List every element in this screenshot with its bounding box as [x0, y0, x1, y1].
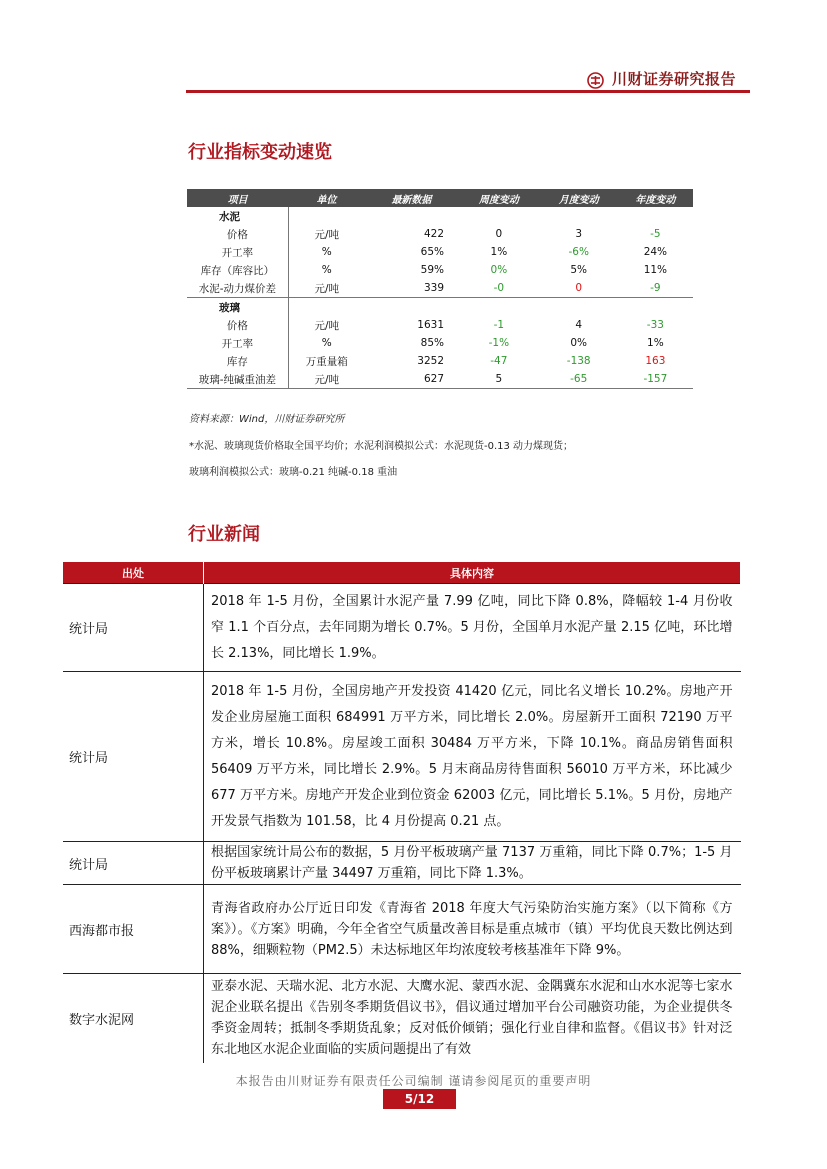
col-header: 项目: [187, 189, 288, 207]
monthly-cell: -6%: [568, 246, 589, 258]
weekly-cell: -0: [493, 282, 505, 294]
yearly-cell: -5: [650, 228, 661, 240]
source-note: 资料来源：Wind，川财证券研究所: [189, 414, 345, 425]
item-cell: 开工率: [187, 243, 288, 261]
col-header: 出处: [63, 562, 204, 584]
table-row: [63, 842, 741, 885]
group-label: 玻璃: [187, 298, 288, 317]
item-cell: 价格: [187, 316, 288, 334]
yearly-cell: -33: [646, 319, 664, 331]
table-row: [187, 352, 693, 370]
yearly-cell: 1%: [647, 337, 664, 349]
latest-cell: 65%: [420, 246, 445, 258]
unit-cell: %: [321, 337, 332, 349]
weekly-cell: -47: [490, 355, 508, 367]
table-row: [187, 316, 693, 334]
news-source: 数字水泥网: [63, 974, 204, 1063]
yearly-cell: 11%: [643, 264, 668, 276]
unit-cell: %: [321, 264, 332, 276]
formula-note: *水泥、玻璃现货价格取全国平均价；水泥利润模拟公式：水泥现货-0.13 动力煤现货；: [189, 441, 574, 452]
group-label: 水泥: [187, 207, 288, 225]
col-header: 月度变动: [540, 189, 618, 207]
news-source: 西海都市报: [63, 885, 204, 974]
weekly-cell: 5: [458, 370, 540, 389]
table-row: [187, 225, 693, 243]
monthly-cell: -65: [540, 370, 618, 389]
news-content: 2018 年 1-5 月份，全国累计水泥产量 7.99 亿吨，同比下降 0.8%，降幅较 1-4 月份收窄 1.1 个百分点，去年同期为增长 0.7%。5 月份，全国单月水泥产量 2.15 亿吨，环比增长 2.13%，同比增长 1.9%。: [204, 584, 741, 672]
table-row: [63, 672, 741, 842]
monthly-cell: -138: [566, 355, 591, 367]
item-cell: 玻璃-纯碱重油差: [187, 370, 288, 389]
unit-cell: 万重量箱: [305, 355, 348, 368]
latest-cell: 85%: [420, 337, 445, 349]
yearly-cell: 24%: [643, 246, 668, 258]
news-source: 统计局: [63, 584, 204, 672]
item-cell: 库存: [187, 352, 288, 370]
weekly-cell: -1: [493, 319, 505, 331]
yearly-cell: -9: [650, 282, 661, 294]
indicators-section-title: 行业指标变动速览: [188, 142, 332, 163]
table-row: [63, 885, 741, 974]
table-row: [187, 279, 693, 298]
monthly-cell: 5%: [570, 264, 588, 276]
footer-disclaimer: 本报告由川财证券有限责任公司编制 谨请参阅尾页的重要声明: [235, 1074, 592, 1088]
news-table: [63, 562, 741, 1063]
report-header-title: 川财证券研究报告: [612, 70, 737, 88]
yearly-cell: -157: [618, 370, 693, 389]
unit-cell: 元/吨: [314, 282, 340, 295]
table-row: [187, 334, 693, 352]
indicators-table: [187, 189, 693, 389]
news-content: 亚泰水泥、天瑞水泥、北方水泥、大鹰水泥、蒙西水泥、金隅冀东水泥和山水水泥等七家水泥企业联名提出《告别冬季期货倡议书》，倡议通过增加平台公司融资功能，为企业提供冬季资金周转；抵制冬季期货乱象；反对低价倾销；强化行业自律和监督。《倡议书》针对泛东北地区水泥企业面临的实质问题提出了有效: [204, 974, 741, 1063]
latest-cell: 422: [423, 228, 445, 240]
group-row-glass: [187, 298, 693, 317]
formula-note: 玻璃利润模拟公式：玻璃-0.21 纯碱-0.18 重油: [189, 467, 398, 478]
col-header: 单位: [288, 189, 365, 207]
weekly-cell: -1%: [488, 337, 510, 349]
weekly-cell: 1%: [490, 246, 508, 258]
news-source: 统计局: [63, 842, 204, 885]
table-row: [63, 584, 741, 672]
monthly-cell: 4: [575, 319, 583, 331]
latest-cell: 3252: [417, 355, 445, 367]
news-content: 根据国家统计局公布的数据，5 月份平板玻璃产量 7137 万重箱，同比下降 0.7%；1-5 月份平板玻璃累计产量 34497 万重箱，同比下降 1.3%。: [204, 842, 741, 885]
col-header: 具体内容: [204, 562, 741, 584]
unit-cell: 元/吨: [288, 370, 365, 389]
news-header-row: [63, 562, 741, 584]
news-content: 2018 年 1-5 月份，全国房地产开发投资 41420 亿元，同比名义增长 10.2%。房地产开发企业房屋施工面积 684991 万平方米，同比增长 2.0%。房屋新开工面积 72190 万平方米，增长 10.8%。房屋竣工面积 30484 万平方米，下降 10.1%。商品房销售面积 56409 万平方米，同比增长 2.9%。5 月末商品房待售面积 56010 万平方米，环比减少 677 万平方米。房地产开发企业到位资金 62003 亿元，同比增长 5.1%。5 月份，房地产开发景气指数为 101.58，比 4 月份提高 0.21 点。: [204, 672, 741, 842]
item-cell: 库存（库容比）: [187, 261, 288, 279]
table-row: [187, 261, 693, 279]
unit-cell: 元/吨: [314, 228, 340, 241]
item-cell: 开工率: [187, 334, 288, 352]
col-header: 年度变动: [618, 189, 693, 207]
table-row: [63, 974, 741, 1063]
table-row: [187, 243, 693, 261]
item-cell: 价格: [187, 225, 288, 243]
company-logo-icon: [587, 72, 604, 89]
yearly-cell: 163: [645, 355, 666, 367]
col-header: 周度变动: [458, 189, 540, 207]
group-row-cement: [187, 207, 693, 225]
news-section-title: 行业新闻: [188, 524, 260, 545]
monthly-cell: 0%: [570, 337, 588, 349]
latest-cell: 339: [423, 282, 445, 294]
item-cell: 水泥-动力煤价差: [187, 279, 288, 298]
weekly-cell: 0: [495, 228, 503, 240]
indicators-header-row: [187, 189, 693, 207]
news-content: 青海省政府办公厅近日印发《青海省 2018 年度大气污染防治实施方案》（以下简称《方案》）。《方案》明确，今年全省空气质量改善目标是重点城市（镇）平均优良天数比例达到 88%，细颗粒物（PM2.5）未达标地区年均浓度较考核基准年下降 9%。: [204, 885, 741, 974]
unit-cell: 元/吨: [314, 319, 340, 332]
latest-cell: 1631: [417, 319, 445, 331]
latest-cell: 627: [365, 370, 458, 389]
col-header: 最新数据: [365, 189, 458, 207]
table-row: [187, 370, 693, 389]
latest-cell: 59%: [420, 264, 445, 276]
unit-cell: %: [321, 246, 332, 258]
page-number: 5/12: [383, 1089, 456, 1109]
monthly-cell: 3: [575, 228, 583, 240]
monthly-cell: 0: [575, 282, 583, 294]
weekly-cell: 0%: [490, 264, 508, 276]
header-divider: [186, 90, 750, 93]
news-source: 统计局: [63, 672, 204, 842]
